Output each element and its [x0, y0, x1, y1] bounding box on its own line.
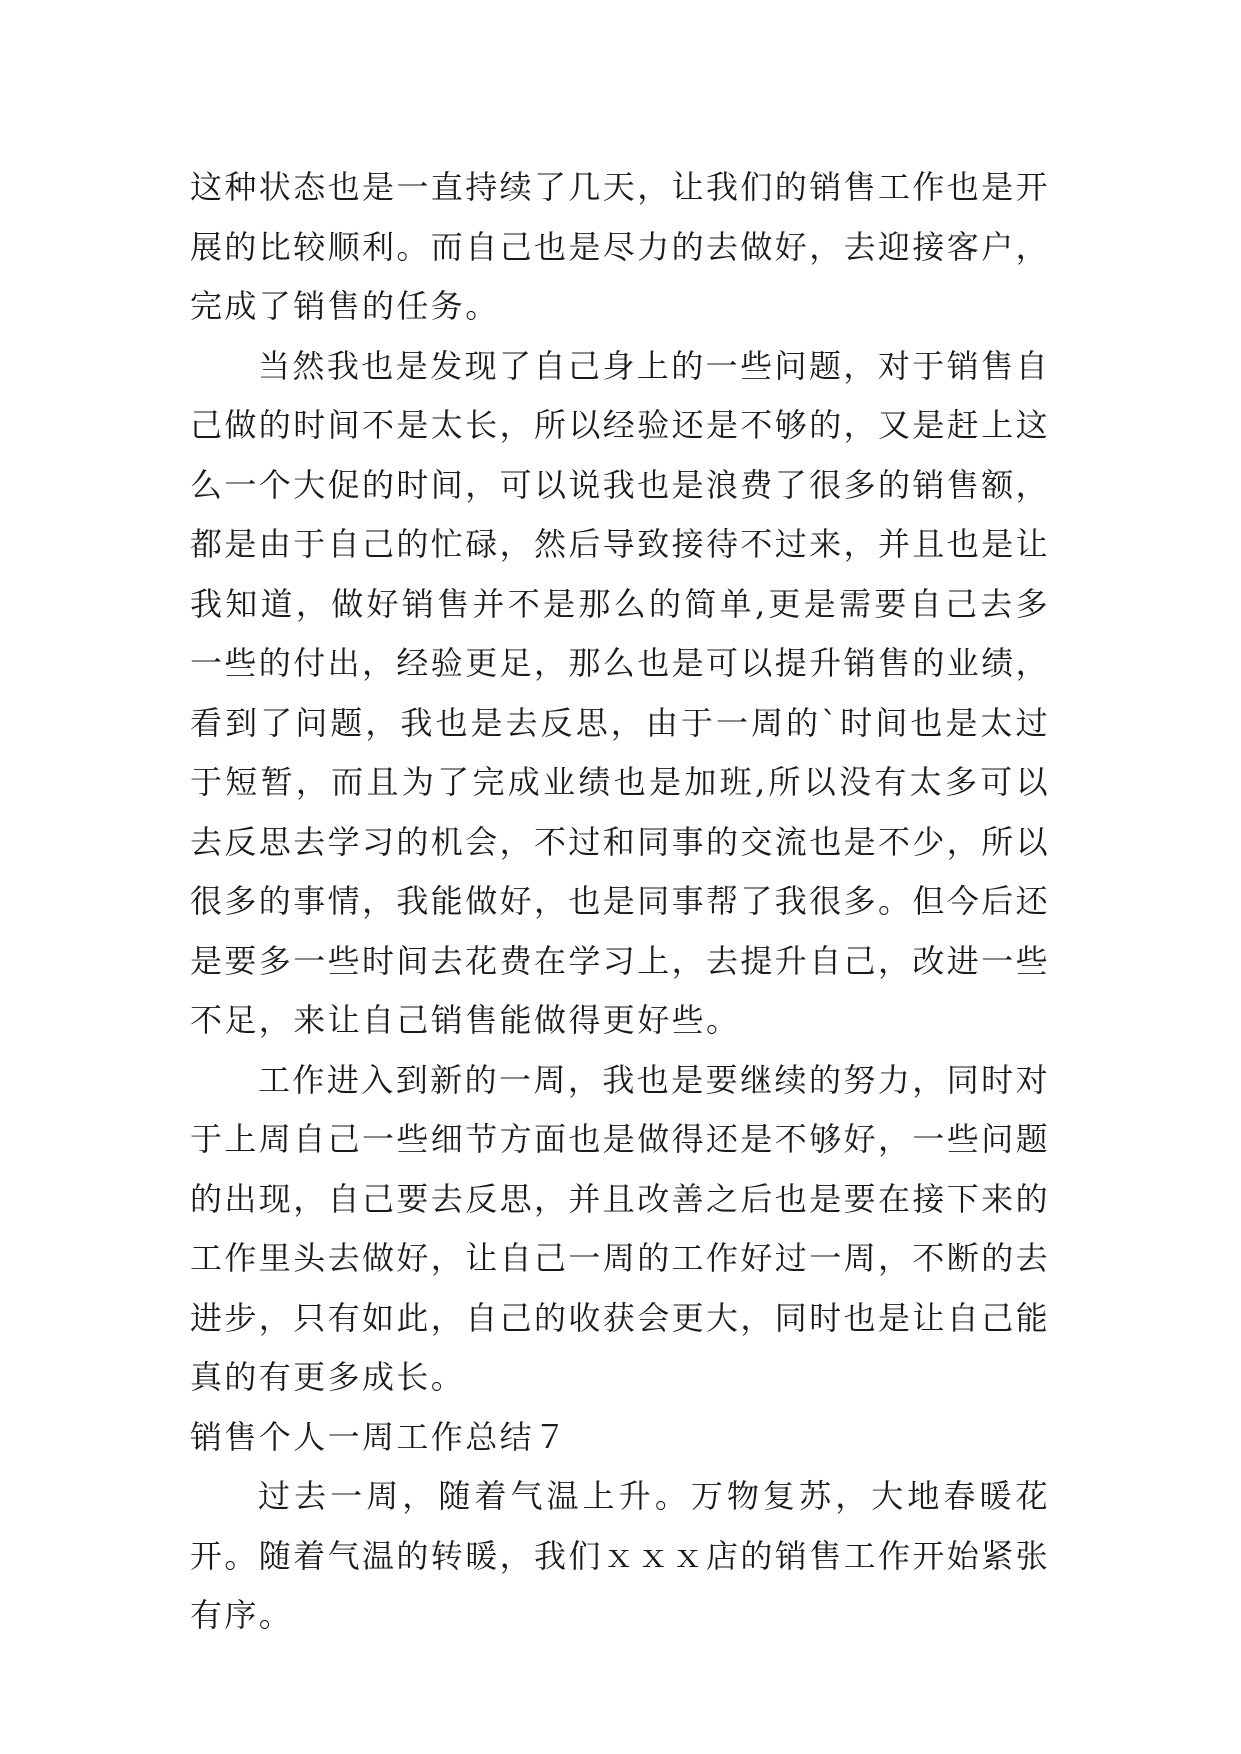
section-title: 销售个人一周工作总结７ — [190, 1417, 569, 1456]
paragraph-new-week: 工作进入到新的一周，我也是要继续的努力，同时对于上周自己一些细节方面也是做得还是不够好，一些问题的出现，自己要去反思，并且改善之后也是要在接下来的工作里头去做好，让自己一周的工作好过一周，不断的去进步，只有如此，自己的收获会更大，同时也是让自己能真的有更多成长。 — [190, 1060, 1051, 1396]
paragraph-section-7-intro: 过去一周，随着气温上升。万物复苏，大地春暖花开。随着气温的转暖，我们ｘｘｘ店的销售工作开始紧张有序。 — [190, 1477, 1051, 1634]
paragraph-problems: 当然我也是发现了自己身上的一些问题，对于销售自己做的时间不是太长，所以经验还是不够的，又是赶上这么一个大促的时间，可以说我也是浪费了很多的销售额，都是由于自己的忙碌，然后导致接待不过来，并且也是让我知道，做好销售并不是那么的简单,更是需要自己去多一些的付出，经验更足，那么也是可以提升销售的业绩，看到了问题，我也是去反思，由于一周的`时间也是太过于短暂，而且为了完成业绩也是加班,所以没有太多可以去反思去学习的机会，不过和同事的交流也是不少，所以很多的事情，我能做好，也是同事帮了我很多。但今后还是要多一些时间去花费在学习上，去提升自己，改进一些不足，来让自己销售能做得更好些。 — [190, 346, 1051, 1039]
paragraph-continuation: 这种状态也是一直持续了几天，让我们的销售工作也是开展的比较顺利。而自己也是尽力的去做好，去迎接客户，完成了销售的任务。 — [190, 168, 1051, 325]
document-body — [190, 158, 1050, 1646]
